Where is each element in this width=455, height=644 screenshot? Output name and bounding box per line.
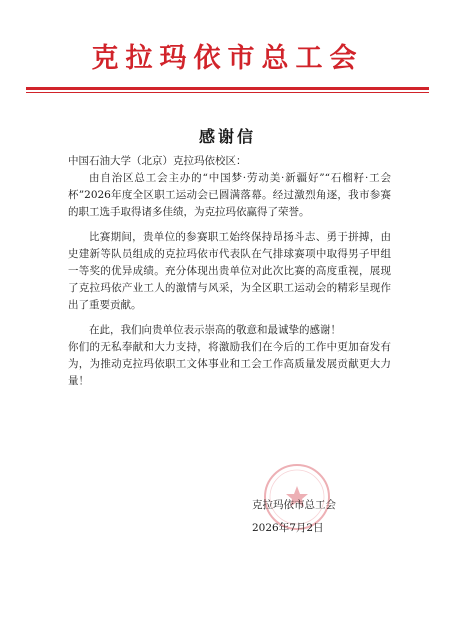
salutation: 中国石油大学（北京）克拉玛依校区： [68,155,247,167]
paragraph-4: 你们的无私奉献和大力支持，将激励我们在今后的工作中更加奋发有为，为推动克拉玛依职工文体事业和工会工作高质量发展贡献更大力量！ [68,341,391,387]
paragraph-3: 在此，我们向贵单位表示崇高的敬意和最诚挚的感谢！ [89,324,341,336]
paragraph-2: 比赛期间，贵单位的参赛职工始终保持昂扬斗志、勇于拼搏，由史建新等队员组成的克拉玛依市代表队在气排球赛项中取得男子甲组一等奖的优异成绩。充分体现出贵单位对此次比赛的高度重视，展现了克拉玛依产业工人的激情与风采，为全区职工运动会的精彩呈现作出了重要贡献。 [68,231,391,311]
org-header-title: 克拉玛依市总工会 [91,43,364,74]
header-rule-thick [26,87,429,90]
letter-title: 感谢信 [198,127,256,146]
letter-body [68,170,391,398]
signature-date: 2026年7月2日 [252,522,324,534]
signature-block [252,494,336,540]
signature-org: 克拉玛依市总工会 [252,499,336,511]
paragraph-1: 由自治区总工会主办的“中国梦·劳动美·新疆好”“石榴籽·工会杯”2026年度全区职工运动会已圆满落幕。经过激烈角逐，我市参赛的职工选手取得诸多佳绩，为克拉玛依赢得了荣誉。 [68,172,391,218]
header-rule-thin [26,92,429,93]
